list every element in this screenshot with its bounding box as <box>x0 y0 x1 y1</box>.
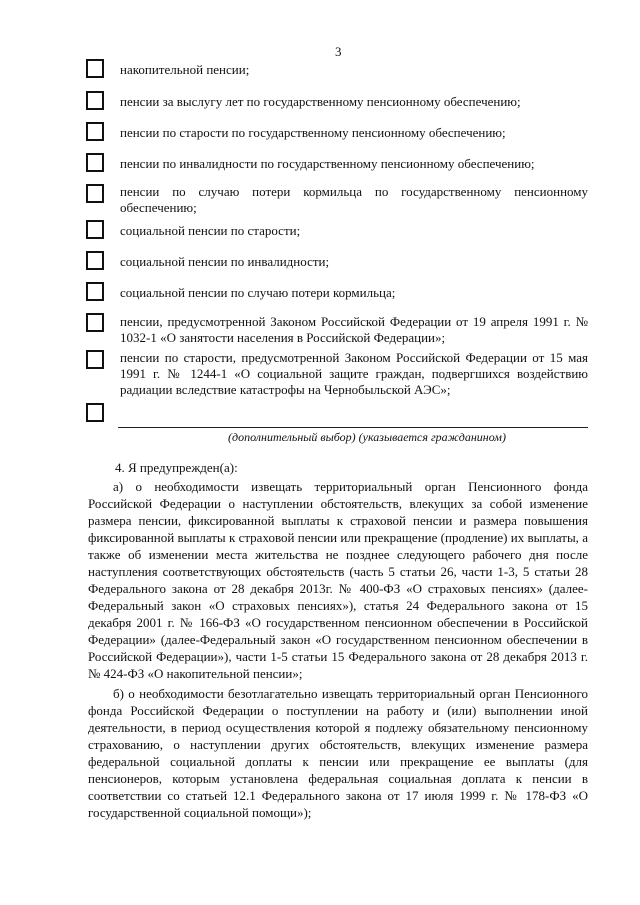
pension-checkbox-employment-law[interactable] <box>86 313 104 332</box>
pension-checkbox-additional[interactable] <box>86 403 104 422</box>
option-label-social-survivor: социальной пенсии по случаю потери кормильца; <box>120 285 396 300</box>
option-label-social-old-age: социальной пенсии по старости; <box>120 223 301 238</box>
pension-checkbox-social-old-age[interactable] <box>86 220 104 239</box>
pension-checkbox-social-disability[interactable] <box>86 251 104 270</box>
pension-checkbox-funded[interactable] <box>86 59 104 78</box>
pension-checkbox-long-service[interactable] <box>86 91 104 110</box>
option-label-chernobyl: пенсии по старости, предусмотренной Законом Российской Федерации от 15 мая 1991 г. № 1244-1 «О социальной защите граждан, подвергшихся воздействию радиации вследствие катастрофы на Чернобыльской АЭС»; <box>120 350 588 397</box>
pension-checkbox-survivor[interactable] <box>86 184 104 203</box>
option-label-funded: накопительной пенсии; <box>120 62 250 77</box>
pension-checkbox-chernobyl[interactable] <box>86 350 104 369</box>
option-label-employment-law: пенсии, предусмотренной Законом Российской Федерации от 19 апреля 1991 г. № 1032-1 «О занятости населения в Российской Федерации»; <box>120 314 588 345</box>
option-label-long-service: пенсии за выслугу лет по государственному пенсионному обеспечению; <box>120 94 521 109</box>
additional-choice-line <box>118 427 588 428</box>
option-label-disability: пенсии по инвалидности по государственному пенсионному обеспечению; <box>120 156 535 171</box>
page-number: 3 <box>335 44 342 59</box>
option-label-social-disability: социальной пенсии по инвалидности; <box>120 254 330 269</box>
section-4-paragraph-b: б) о необходимости безотлагательно извещать территориальный орган Пенсионного фонда Российской Федерации о поступлении на работу и (или) выполнении иной деятельности, в период осуществления которой я подлежу обязательному пенсионному страхованию, о наступлении других обстоятельств, влекущих изменение размера федеральной социальной доплаты к пенсии или прекращение ее выплаты (для пенсионеров, которым установлена федеральная социальная доплата к пенсии в соответствии со статьей 12.1 Федерального закона от 17 июля 1999 г. № 178-ФЗ «О государственной социальной помощи»); <box>88 686 588 820</box>
section-4-paragraph-a: а) о необходимости извещать территориальный орган Пенсионного фонда Российской Федерации о наступлении обстоятельств, влекущих за собой изменение размера пенсии, фиксированной выплаты к страховой пенсии и размера повышения фиксированной выплаты к страховой пенсии или прекращение (продление) их выплаты, а также об изменении места жительства не позднее следующего рабочего дня после наступления соответствующих обстоятельств (часть 5 статьи 26, части 1-3, 5 статьи 28 Федерального закона от 28 декабря 2013г. № 400-ФЗ «О страховых пенсиях» (далее-Федеральный закон «О страховых пенсиях»), статья 24 Федерального закона от 15 декабря 2001 г. № 166-ФЗ «О государственном пенсионном обеспечении в Российской Федерации» (далее-Федеральный закон «О государственном пенсионном обеспечении в Российской Федерации»), части 1-5 статьи 15 Федерального закона от 28 декабря 2013 г. № 424-ФЗ «О накопительной пенсии»; <box>88 479 588 681</box>
pension-checkbox-social-survivor[interactable] <box>86 282 104 301</box>
pension-checkbox-disability[interactable] <box>86 153 104 172</box>
pension-checkbox-old-age[interactable] <box>86 122 104 141</box>
option-label-old-age: пенсии по старости по государственному пенсионному обеспечению; <box>120 125 506 140</box>
section-4-heading: 4. Я предупрежден(а): <box>115 460 238 475</box>
additional-choice-note: (дополнительный выбор) (указывается гражданином) <box>228 430 506 444</box>
option-label-survivor: пенсии по случаю потери кормильца по государственному пенсионному обеспечению; <box>120 184 588 215</box>
